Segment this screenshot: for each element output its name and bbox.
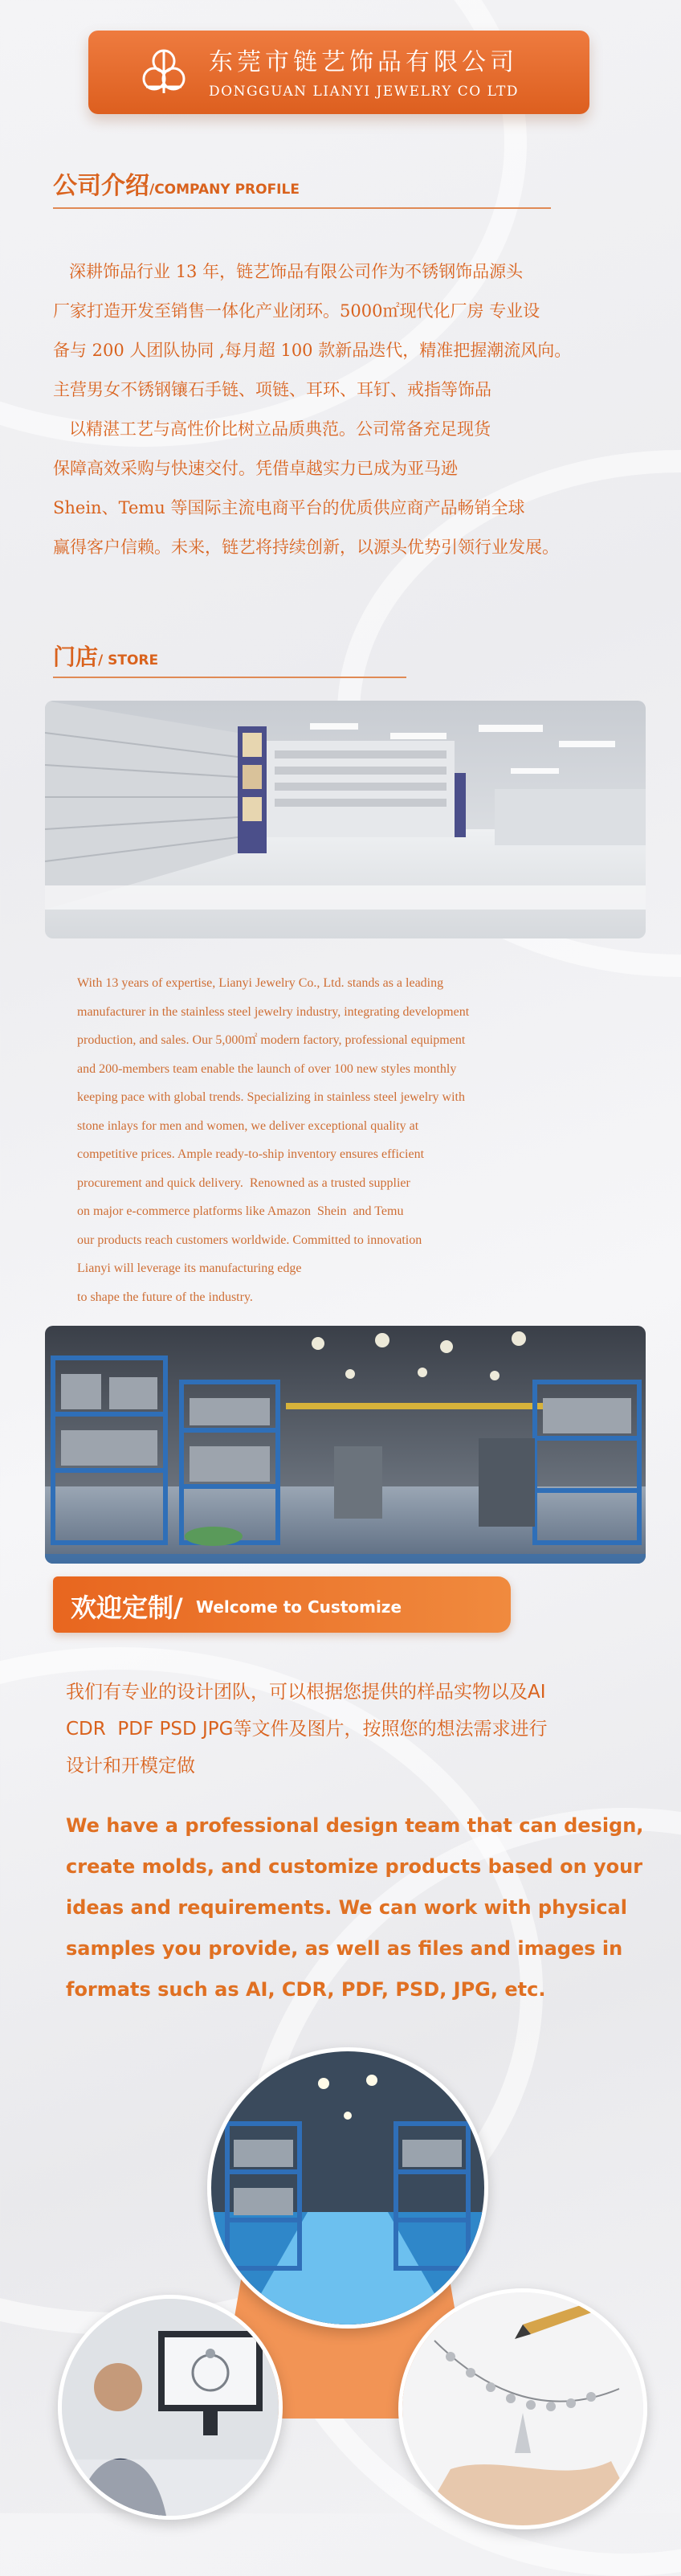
profile-line: Shein、Temu 等国际主流电商平台的优质供应商产品畅销全球	[53, 498, 525, 517]
section-title-cn: 公司介绍	[53, 172, 149, 200]
customize-text-cn	[66, 1674, 652, 1785]
company-profile-heading	[53, 166, 300, 201]
profile-line: 赢得客户信赖。未来，链艺将持续创新，以源头优势引领行业发展。	[53, 538, 559, 557]
section-title-cn: 门店	[53, 644, 99, 670]
description-line: production, and sales. Our 5,000㎡ modern factory, professional equipment	[77, 1033, 466, 1047]
section-title-en: /COMPANY PROFILE	[149, 182, 300, 198]
lianyi-logo-icon	[135, 43, 193, 101]
description-line: manufacturer in the stainless steel jewelry industry, integrating development	[77, 1004, 470, 1019]
store-heading	[53, 640, 158, 672]
profile-line: 以精湛工艺与高性价比树立品质典范。公司常备充足现货	[53, 419, 491, 439]
company-profile-text	[53, 252, 631, 567]
customize-line-en: formats such as AI, CDR, PDF, PSD, JPG, etc.	[66, 1978, 546, 2001]
customize-line-cn: 我们有专业的设计团队，可以根据您提供的样品实物以及AI	[66, 1682, 546, 1703]
section-divider	[53, 677, 406, 678]
profile-line: 保障高效采购与快速交付。凭借卓越实力已成为亚马逊	[53, 459, 458, 478]
header-banner	[88, 31, 589, 114]
description-line: on major e-commerce platforms like Amazon Shein and Temu	[77, 1204, 404, 1218]
customize-line-en: samples you provide, as well as files and images in	[66, 1937, 623, 1960]
jewelry-sketch-circle-photo	[398, 2288, 647, 2529]
customize-line-cn: 设计和开模定做	[66, 1756, 195, 1777]
profile-line: 备与 200 人团队协同 ,每月超 100 款新品迭代，精准把握潮流风向。	[53, 341, 572, 360]
profile-line: 主营男女不锈钢镶石手链、项链、耳环、耳钉、戒指等饰品	[53, 380, 491, 399]
description-line: to shape the future of the industry.	[77, 1290, 253, 1304]
customize-banner	[53, 1576, 511, 1633]
description-line: procurement and quick delivery. Renowned as a trusted supplier	[77, 1176, 410, 1190]
factory-warehouse-photo	[45, 1326, 646, 1564]
customize-text-en	[66, 1805, 652, 2010]
customize-title-cn: 欢迎定制/	[71, 1593, 183, 1623]
customize-line-cn: CDR PDF PSD JPG等文件及图片，按照您的想法需求进行	[66, 1719, 548, 1740]
section-divider	[53, 207, 551, 209]
customize-line-en: ideas and requirements. We can work with physical	[66, 1896, 627, 1919]
description-line: and 200-members team enable the launch of over 100 new styles monthly	[77, 1061, 457, 1076]
store-showroom-photo	[45, 701, 646, 938]
description-line: competitive prices. Ample ready-to-ship inventory ensures efficient	[77, 1147, 425, 1161]
description-line: stone inlays for men and women, we deliver exceptional quality at	[77, 1118, 419, 1133]
description-line: our products reach customers worldwide. Committed to innovation	[77, 1233, 422, 1247]
company-name-en: DONGGUAN LIANYI JEWELRY CO LTD	[209, 84, 519, 100]
profile-line: 厂家打造开发至销售一体化产业闭环。5000㎡现代化厂房 专业设	[53, 301, 540, 321]
warehouse-circle-photo	[207, 2047, 488, 2329]
designer-circle-photo	[58, 2295, 283, 2520]
description-line: Lianyi will leverage its manufacturing edge	[77, 1261, 302, 1275]
profile-line: 深耕饰品行业 13 年，链艺饰品有限公司作为不锈钢饰品源头	[53, 262, 524, 281]
section-title-en: / STORE	[98, 652, 159, 669]
customize-line-en: We have a professional design team that can design,	[66, 1814, 644, 1837]
customize-title-en: Welcome to Customize	[196, 1597, 402, 1617]
description-line: keeping pace with global trends. Specializing in stainless steel jewelry with	[77, 1090, 465, 1104]
description-line: With 13 years of expertise, Lianyi Jewelry Co., Ltd. stands as a leading	[77, 976, 444, 990]
store-description	[77, 969, 639, 1311]
customize-line-en: create molds, and customize products based on your	[66, 1855, 643, 1878]
company-name-cn: 东莞市链艺饰品有限公司	[209, 48, 518, 76]
